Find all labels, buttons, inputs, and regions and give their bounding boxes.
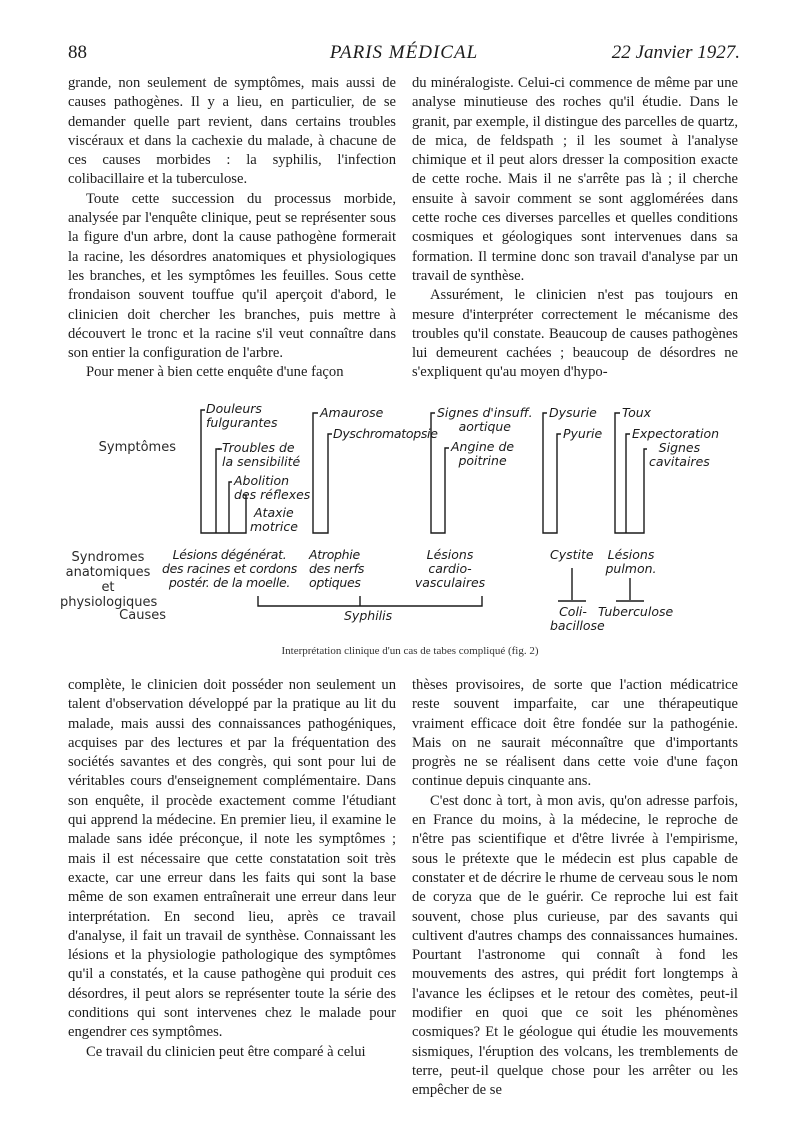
figure-caption: Interprétation clinique d'un cas de tabes compliqué (fig. 2) [281,645,539,657]
journal-title: PARIS MÉDICAL [329,42,479,63]
paragraph: Ce travail du clinicien peut être comparé à celui [86,1043,366,1060]
syndrome-atrophie-nerfs-optiques: Atrophie des nerfs optiques [309,547,365,590]
symptom-dyschromatopsie: Dyschromatopsie [333,426,438,441]
symptom-signes-insuff-aortique: Signes d'insuff. aortique [437,405,533,434]
symptom-troubles-sensibilite: Troubles de la sensibilité [222,440,301,469]
symptom-expectoration: Expectoration [632,426,720,441]
paragraph: C'est donc à tort, à mon avis, qu'on adresse parfois, en France du moins, à la médecine, le reproche de n'être pas scientifique et d'être livrée à l'empirisme, sous le prétexte que le médecin est plus capable de constater et de décrire le rhume de cerveau sous le nom de coryza que de le guérir. Ce reproche lui est fait souvent, chose plus curieuse, par des savants qui cultivent d'autres champs des connaissances humaines. Pourtant l'astronome qui connaît à fond les mouvements des astres, qui prédit fort longtemps à l'avance les éclipses et le retour des comètes, peut-il modifier en quoi que ce soit les phénomènes cosmiques? Et le géologue qui étudie les mouvements sismiques, l'éruption des volcans, les tremblements de terre, peut-il quelque chose pour les arrêter ou les empêcher de se [412,792,738,1099]
row-label-causes: Causes [119,608,166,623]
paragraph: du minéralogiste. Celui-ci commence de même par une analyse minutieuse des roches qu'il étudie. Dans le granit, par exemple, il distingue des parcelles de quartz, de mica, de feldspath ; il les soumet à l'analyse chimique et il peut alors dresser la composition exacte de cette roche. Mais il ne s'arrête pas là ; il cherche ensuite à savoir comment se sont agglomérées dans cette roche ces diverses parcelles et quelles conditions cosmiques et géologiques sont intervenues dans sa formation. Il termine donc son travail d'analyse par un travail de synthèse. [412,75,738,284]
cause-tuberculose: Tuberculose [598,604,674,619]
syndrome-cystite: Cystite [550,547,594,562]
cause-syphilis: Syphilis [344,608,393,623]
row-label-symptoms: Symptômes [98,440,176,455]
symptom-ataxie-motrice: Ataxie motrice [250,505,298,534]
figure-tabes-diagram [60,400,760,660]
symptom-dysurie: Dysurie [549,405,597,420]
bottom-left-column [68,676,396,1062]
symptom-douleurs: Douleurs fulgurantes [206,401,278,430]
page-number: 88 [68,42,87,63]
row-label-syndromes: Syndromes anatomiques et physiologiques [60,550,158,610]
paragraph: complète, le clinicien doit posséder non seulement un talent d'observation développé par la pratique au lit du malade, mais aussi des connaissances pathogéniques, acquises par des lectures et par la fréquentation des sociétés savantes et des congrès, qui sont pour lui de véritables cours d'enseignement complémentaire. Dans son enquête, il procède exactement comme l'étudiant qui apprend la médecine. En premier lieu, il examine le malade sans idée préconçue, il note les symptômes ; mais il est nécessaire que cette constatation soit très exacte, car une erreur dans les faits qui sont la base même de son examen entraînerait une erreur dans leur interprétation. En second lieu, après ce travail d'analyse, il fait un travail de synthèse. Connaissant les lésions et la physiologie pathologique des symptômes qu'il a constatés, et la cause pathogène qui produit ces désordres, il peut alors se représenter toute la série des conditions qui sont intervenes chez le malade pour engendrer ces symptômes. [68,677,396,1041]
paragraph: grande, non seulement de symptômes, mais aussi de causes pathogènes. Il y a lieu, en particulier, de se demander quelle part revient, dans certains troubles viscéraux et dans la cachexie du malade, à chacune de ces causes morbides : la syphilis, l'infection colibacillaire et la tuberculose. [68,75,396,188]
symptom-angine-poitrine: Angine de poitrine [451,439,515,468]
syndrome-lesions-degeneratives: Lésions dégénérat. des racines et cordons postér. de la moelle. [162,547,297,590]
paragraph: Assurément, le clinicien n'est pas toujours en mesure d'interpréter correctement le mécanisme des troubles qu'il constate. Beaucoup de causes pathogènes lui demeurent cachées ; beaucoup de désordres ne s'expliquent qu'au moyen d'hypo- [412,287,738,381]
running-header [68,40,740,70]
cause-colibacillose: Coli- bacillose [550,604,605,633]
top-right-column [412,74,738,383]
syndrome-lesions-cardio-vasculaires: Lésions cardio- vasculaires [414,547,486,590]
symptom-signes-cavitaires: Signes cavitaires [649,440,710,469]
symptom-amaurose: Amaurose [320,405,384,420]
paragraph: Toute cette succession du processus morbide, analysée par l'enquête clinique, peut se représenter sous la figure d'un arbre, dont la cause pathogène formerait la racine, les désordres anatomiques et physiologiques les branches, et les symptômes les feuilles. Sous cette frondaison souvent touffue qu'il aperçoit d'abord, le clinicien doit chercher les branches, puis mettre à découvert le tronc et la racine s'il veut connaître dans son entier la configuration de l'arbre. [68,190,396,362]
issue-date: 22 Janvier 1927. [611,42,740,63]
paragraph: Pour mener à bien cette enquête d'une façon [86,364,344,381]
paragraph: thèses provisoires, de sorte que l'action médicatrice reste souvent imparfaite, car une thérapeutique vraiment efficace doit être fondée sur la pathogénie. Mais on ne saurait méconnaître que d'importants progrès ne se réalisent dans cette voie d'une façon continue depuis cinquante ans. [412,677,738,790]
symptom-toux: Toux [622,405,652,420]
symptom-abolition-reflexes: Abolition des réflexes [234,473,311,502]
syndrome-lesions-pulmonaires: Lésions pulmon. [605,547,657,576]
symptom-pyurie: Pyurie [563,426,603,441]
bottom-right-column [412,676,738,1101]
top-left-column [68,74,396,383]
